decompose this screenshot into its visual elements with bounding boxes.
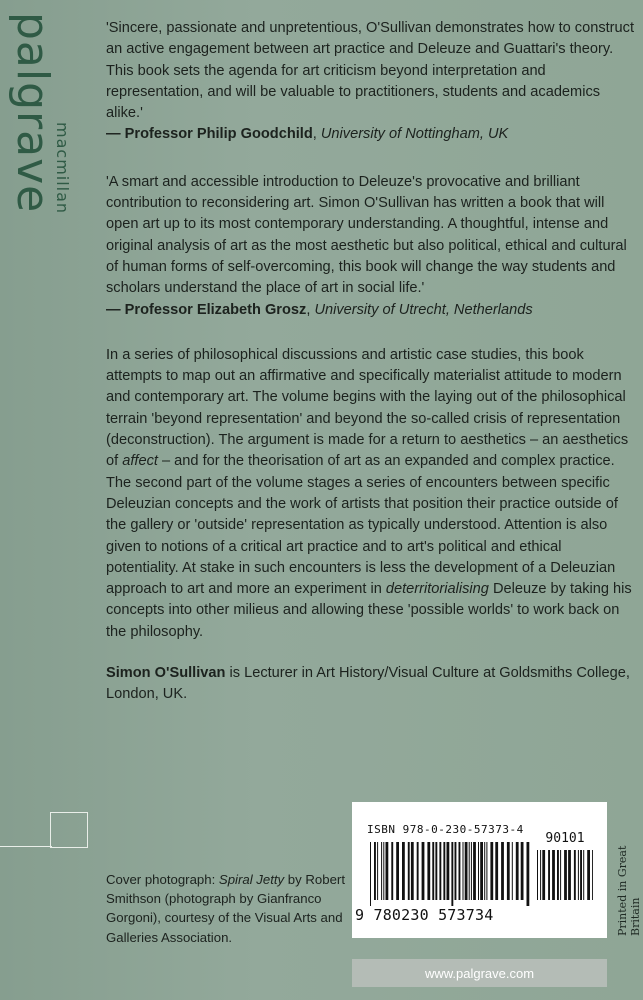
barcode-bar bbox=[465, 842, 468, 900]
credit-prefix: Cover photograph: bbox=[106, 872, 219, 887]
attribution-dash: — bbox=[106, 126, 125, 143]
book-description bbox=[106, 345, 636, 643]
barcode-bar bbox=[537, 850, 538, 900]
price-addon-number: 90101 bbox=[545, 831, 585, 846]
barcode-bar bbox=[370, 842, 371, 906]
barcode-bar bbox=[469, 842, 470, 900]
endorser-affiliation: University of Utrecht, Netherlands bbox=[314, 301, 533, 318]
endorsement-quote-1 bbox=[106, 18, 636, 146]
barcode-bar bbox=[484, 842, 485, 900]
barcode-bar bbox=[560, 850, 561, 900]
barcode-bar bbox=[408, 842, 410, 900]
endorser-name: Professor Elizabeth Grosz bbox=[124, 301, 307, 318]
endorser-affiliation: University of Nottingham, UK bbox=[320, 126, 509, 143]
barcode-bar bbox=[587, 850, 590, 900]
barcode-bar bbox=[557, 850, 559, 900]
barcode-bar bbox=[516, 842, 519, 900]
attribution-dash: — bbox=[106, 301, 125, 318]
barcode-panel bbox=[352, 802, 607, 938]
description-emphasis: deterritorialising bbox=[385, 581, 489, 598]
barcode-bar bbox=[490, 842, 493, 900]
barcode-bar bbox=[495, 842, 498, 900]
barcode-bar bbox=[432, 842, 434, 900]
barcode-bar bbox=[459, 842, 461, 900]
quote-text: 'Sincere, passionate and unpretentious, O'Sullivan demonstrates how to construct an active engagement between art practice and Deleuze and Guattari's theory. This book sets the agenda for art criticism beyond interpretation and representation, and will be valuable to practitioners, students and academics alike.' bbox=[106, 20, 635, 122]
barcode-bar bbox=[447, 842, 450, 900]
barcode-bar bbox=[402, 842, 405, 900]
barcode-bar bbox=[480, 842, 483, 900]
barcode-bar bbox=[391, 842, 393, 900]
frame-square bbox=[50, 812, 88, 848]
brand-imprint: macmillan bbox=[53, 122, 72, 215]
description-emphasis: affect bbox=[122, 453, 158, 470]
barcode-bar bbox=[396, 842, 399, 900]
barcode-bar bbox=[583, 850, 584, 900]
publisher-logo bbox=[2, 10, 72, 240]
printed-in-label: Printed in Great Britain bbox=[616, 845, 642, 936]
brand-name: palgrave bbox=[7, 12, 58, 214]
isbn-label: ISBN 978-0-230-57373-4 bbox=[367, 823, 524, 836]
barcode-bar bbox=[521, 842, 524, 900]
barcode-bar bbox=[552, 850, 555, 900]
barcode-bar bbox=[439, 842, 441, 900]
author-bio-text: is Lecturer in Art History/Visual Culture at Goldsmiths College, London, UK. bbox=[106, 665, 630, 703]
credit-text: by Robert Smithson (photograph by Gianfranco Gorgoni), courtesy of the Visual Arts and Galleries Association. bbox=[106, 872, 345, 945]
back-cover-text bbox=[106, 18, 636, 706]
barcode-bar bbox=[374, 842, 376, 900]
description-text: In a series of philosophical discussions and artistic case studies, this book attempts to map out an affirmative and specifically materialist attitude to modern and contemporary art. The volume begins with the laying out of the philosophical terrain 'beyond representation' and beyond the so-called crisis of representation (deconstruction). The argument is made for a return to aesthetics – an aesthetics of bbox=[106, 346, 629, 470]
barcode-bar bbox=[463, 842, 464, 900]
barcode-bar bbox=[427, 842, 430, 900]
ean-number: 9 780230 573734 bbox=[355, 906, 494, 924]
barcode-bar bbox=[548, 850, 550, 900]
barcode-bar bbox=[580, 850, 582, 900]
barcode-bar bbox=[411, 842, 414, 900]
author-bio bbox=[106, 663, 636, 706]
barcode-bar bbox=[381, 842, 382, 900]
barcode-bar bbox=[417, 842, 419, 900]
barcode-bar bbox=[386, 842, 389, 900]
barcode-bar bbox=[542, 850, 545, 900]
attribution-separator: , bbox=[312, 126, 321, 143]
attribution-separator: , bbox=[306, 301, 315, 318]
website-bar bbox=[352, 959, 607, 987]
quote-attribution bbox=[106, 300, 636, 321]
barcode-bar bbox=[443, 842, 445, 900]
barcode-bar bbox=[377, 842, 378, 900]
quote-attribution bbox=[106, 124, 636, 145]
barcode-bar bbox=[568, 850, 571, 900]
quote-text: 'A smart and accessible introduction to Deleuze's provocative and brilliant contribution to reconsidering art. Simon O'Sullivan has written a book that will open art up to its most contemporary understanding. A thoughtful, intense and original analysis of art as the most aesthetic but also political, ethical and cultural of human forms of self-overcoming, this book will change the way students and scholars understand the place of art in social life.' bbox=[106, 173, 627, 297]
ean-barcode bbox=[370, 842, 530, 906]
barcode-bar bbox=[574, 850, 576, 900]
barcode-bar bbox=[471, 842, 472, 900]
cover-photo-credit bbox=[106, 870, 346, 947]
barcode-bar bbox=[501, 842, 504, 900]
barcode-bar bbox=[512, 842, 513, 900]
barcode-bar bbox=[486, 842, 487, 900]
frame-rule bbox=[0, 846, 52, 847]
barcode-bar bbox=[478, 842, 479, 900]
description-text: Deleuze by taking his concepts into other milieus and allowing these 'possible worlds' to work back on the philosophy. bbox=[106, 581, 632, 640]
barcode-bar bbox=[507, 842, 510, 900]
barcode-bar bbox=[422, 842, 425, 900]
barcode-bar bbox=[578, 850, 579, 900]
barcode-bar bbox=[435, 842, 437, 900]
website-url: www.palgrave.com bbox=[424, 965, 535, 981]
barcode-bar bbox=[383, 842, 384, 900]
endorser-name: Professor Philip Goodchild bbox=[124, 126, 313, 143]
barcode-bar bbox=[592, 850, 593, 900]
description-text: – and for the theorisation of art as an expanded and complex practice. The second part of the volume stages a series of encounters between specific Deleuzian concepts and the work of artists that position their practice outside of the gallery or 'outside' representation as typically understood. Attention is also given to notions of a critical art practice and to art's political and ethical potentiality. At stake in such encounters is less the development of a Deleuzian approach to art and more an experiment in bbox=[106, 453, 618, 598]
barcode-bar bbox=[527, 842, 530, 906]
barcode-bar bbox=[455, 842, 457, 900]
credit-work-title: Spiral Jetty bbox=[218, 872, 285, 887]
author-name: Simon O'Sullivan bbox=[106, 665, 226, 682]
endorsement-quote-2 bbox=[106, 172, 636, 321]
addon-barcode bbox=[537, 850, 593, 906]
barcode-bar bbox=[473, 842, 476, 900]
barcode-bar bbox=[540, 850, 541, 900]
barcode-bar bbox=[564, 850, 567, 900]
barcode-bar bbox=[451, 842, 453, 906]
